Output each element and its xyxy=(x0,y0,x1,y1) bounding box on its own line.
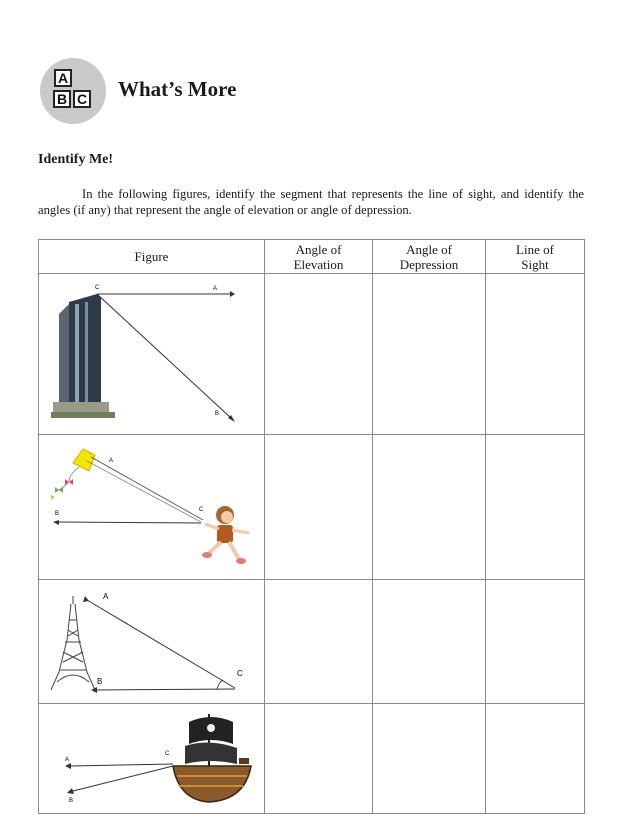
eiffel-tower-icon xyxy=(51,596,95,690)
answer-table xyxy=(38,239,585,814)
logo-block-b: B xyxy=(53,90,71,108)
figure-cell-kite xyxy=(39,435,265,580)
label-b: B xyxy=(69,798,74,804)
ship-figure xyxy=(39,704,265,813)
label-c: C xyxy=(95,285,100,291)
header-angle-of-depression xyxy=(373,240,486,274)
label-a: A xyxy=(103,592,109,601)
figure-cell-ship xyxy=(39,704,265,814)
kite-figure xyxy=(39,435,265,579)
answer-cell-depression[interactable] xyxy=(373,580,486,704)
header-depression-line-1: Angle of xyxy=(406,241,452,257)
answer-cell-depression[interactable] xyxy=(373,704,486,814)
abc-blocks-logo xyxy=(40,58,106,124)
answer-cell-line-of-sight[interactable] xyxy=(486,274,585,435)
answer-cell-depression[interactable] xyxy=(373,274,486,435)
header-sight-line-1: Line of xyxy=(516,241,554,257)
eiffel-tower-figure xyxy=(39,580,265,703)
pirate-ship-icon xyxy=(173,714,251,802)
label-b: B xyxy=(97,677,103,686)
header-angle-of-elevation xyxy=(265,240,373,274)
kite-icon xyxy=(73,449,95,471)
activity-title: Identify Me! xyxy=(38,152,114,167)
label-c: C xyxy=(237,669,243,678)
answer-cell-elevation[interactable] xyxy=(265,435,373,580)
label-c: C xyxy=(165,751,170,757)
table-row xyxy=(39,580,585,704)
label-a: A xyxy=(213,286,218,292)
answer-cell-line-of-sight[interactable] xyxy=(486,435,585,580)
label-b: B xyxy=(55,511,60,517)
label-a: A xyxy=(109,458,114,464)
answer-cell-line-of-sight[interactable] xyxy=(486,704,585,814)
table-row xyxy=(39,435,585,580)
header-elevation-line-1: Angle of xyxy=(295,241,342,257)
header-figure: Figure xyxy=(39,240,265,274)
label-a: A xyxy=(65,757,70,763)
figure-cell-eiffel-tower xyxy=(39,580,265,704)
answer-cell-elevation[interactable] xyxy=(265,274,373,435)
label-c: C xyxy=(199,507,204,513)
building-figure xyxy=(39,274,265,434)
table-header-row xyxy=(39,240,585,274)
instructions-paragraph: In the following figures, identify the segment that represents the line of sight, and identify the angles (if any) that represent the angle of elevation or angle of depression. xyxy=(38,187,584,217)
figure-cell-building xyxy=(39,274,265,435)
header-elevation-line-2: Elevation xyxy=(293,256,344,272)
table-row xyxy=(39,704,585,814)
logo-block-c: C xyxy=(73,90,91,108)
header-depression-line-2: Depression xyxy=(399,256,459,272)
logo-block-a: A xyxy=(54,69,72,87)
header-sight-line-2: Sight xyxy=(521,256,549,272)
label-b: B xyxy=(215,411,220,417)
header-line-of-sight xyxy=(486,240,585,274)
answer-cell-line-of-sight[interactable] xyxy=(486,580,585,704)
section-title: What’s More xyxy=(118,77,237,101)
answer-cell-elevation[interactable] xyxy=(265,580,373,704)
table-row xyxy=(39,274,585,435)
answer-cell-depression[interactable] xyxy=(373,435,486,580)
girl-icon xyxy=(202,506,249,564)
answer-cell-elevation[interactable] xyxy=(265,704,373,814)
